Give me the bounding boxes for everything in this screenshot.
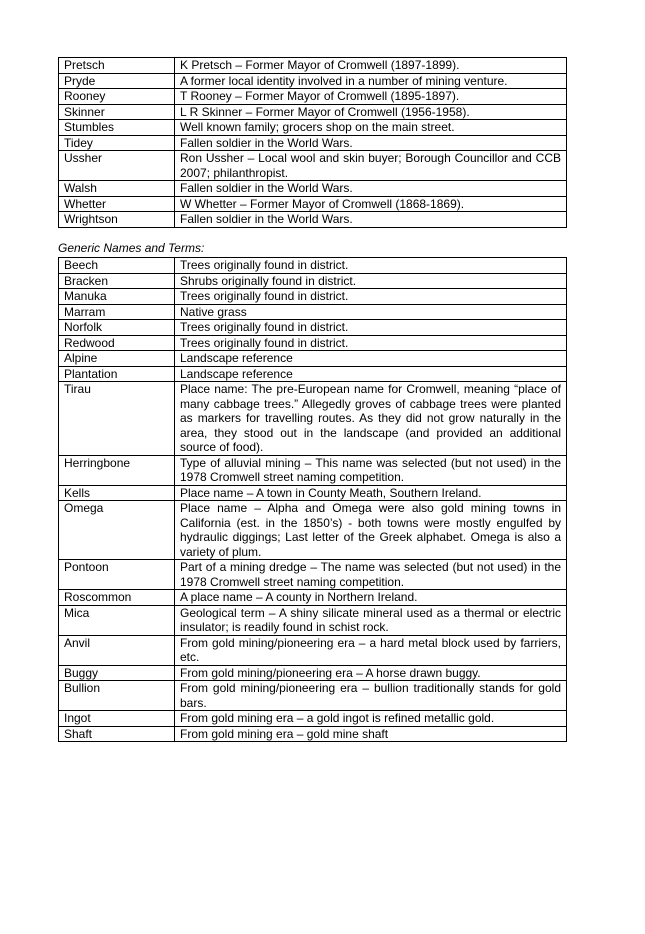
section-heading: Generic Names and Terms:: [58, 241, 205, 255]
name-cell: Herringbone: [59, 455, 175, 485]
description-cell: Fallen soldier in the World Wars.: [175, 181, 567, 197]
name-cell: Tirau: [59, 382, 175, 456]
description-cell: L R Skinner – Former Mayor of Cromwell (1956-1958).: [175, 104, 567, 120]
table-row: [59, 73, 567, 89]
name-cell: Kells: [59, 485, 175, 501]
description-cell: From gold mining/pioneering era – A horse drawn buggy.: [175, 665, 567, 681]
table-row: [59, 196, 567, 212]
table-row: [59, 89, 567, 105]
name-cell: Rooney: [59, 89, 175, 105]
description-cell: Type of alluvial mining – This name was selected (but not used) in the 1978 Cromwell street naming competition.: [175, 455, 567, 485]
description-cell: Geological term – A shiny silicate mineral used as a thermal or electric insulator; is readily found in schist rock.: [175, 605, 567, 635]
table-row: [59, 120, 567, 136]
table-row: [59, 104, 567, 120]
table-row: [59, 366, 567, 382]
generic-names-table: [58, 257, 567, 742]
name-cell: Mica: [59, 605, 175, 635]
description-cell: T Rooney – Former Mayor of Cromwell (1895-1897).: [175, 89, 567, 105]
table-row: [59, 711, 567, 727]
name-cell: Shaft: [59, 726, 175, 742]
name-cell: Stumbles: [59, 120, 175, 136]
description-cell: From gold mining/pioneering era – a hard metal block used by farriers, etc.: [175, 635, 567, 665]
name-cell: Norfolk: [59, 320, 175, 336]
description-cell: Place name: The pre-European name for Cromwell, meaning “place of many cabbage trees.” Allegedly groves of cabbage trees were planted as markers for travelling routes. As they did not grow naturally in the area, they stood out in the landscape (and provided an additional source of food).: [175, 382, 567, 456]
table-row: [59, 681, 567, 711]
description-cell: Trees originally found in district.: [175, 258, 567, 274]
name-cell: Beech: [59, 258, 175, 274]
table-row: [59, 304, 567, 320]
description-cell: A former local identity involved in a number of mining venture.: [175, 73, 567, 89]
name-cell: Pontoon: [59, 560, 175, 590]
name-cell: Alpine: [59, 351, 175, 367]
table-row: [59, 335, 567, 351]
table-row: [59, 560, 567, 590]
name-cell: Tidey: [59, 135, 175, 151]
name-cell: Pretsch: [59, 58, 175, 74]
table-row: [59, 58, 567, 74]
description-cell: Part of a mining dredge – The name was selected (but not used) in the 1978 Cromwell street naming competition.: [175, 560, 567, 590]
name-cell: Roscommon: [59, 590, 175, 606]
description-cell: From gold mining/pioneering era – bullion traditionally stands for gold bars.: [175, 681, 567, 711]
name-cell: Manuka: [59, 289, 175, 305]
description-cell: From gold mining era – gold mine shaft: [175, 726, 567, 742]
description-cell: Ron Ussher – Local wool and skin buyer; Borough Councillor and CCB 2007; philanthropist.: [175, 151, 567, 181]
description-cell: W Whetter – Former Mayor of Cromwell (1868-1869).: [175, 196, 567, 212]
name-cell: Buggy: [59, 665, 175, 681]
name-cell: Ingot: [59, 711, 175, 727]
name-cell: Skinner: [59, 104, 175, 120]
table-row: [59, 181, 567, 197]
name-cell: Ussher: [59, 151, 175, 181]
name-cell: Plantation: [59, 366, 175, 382]
name-cell: Anvil: [59, 635, 175, 665]
table-row: [59, 135, 567, 151]
description-cell: Well known family; grocers shop on the main street.: [175, 120, 567, 136]
description-cell: Fallen soldier in the World Wars.: [175, 212, 567, 228]
name-cell: Pryde: [59, 73, 175, 89]
description-cell: Trees originally found in district.: [175, 335, 567, 351]
table-row: [59, 665, 567, 681]
table-row: [59, 726, 567, 742]
name-cell: Wrightson: [59, 212, 175, 228]
description-cell: From gold mining era – a gold ingot is refined metallic gold.: [175, 711, 567, 727]
name-cell: Marram: [59, 304, 175, 320]
table-row: [59, 289, 567, 305]
table-row: [59, 501, 567, 560]
name-cell: Whetter: [59, 196, 175, 212]
table-row: [59, 212, 567, 228]
table-row: [59, 455, 567, 485]
table-row: [59, 273, 567, 289]
table-row: [59, 320, 567, 336]
name-cell: Omega: [59, 501, 175, 560]
description-cell: Trees originally found in district.: [175, 289, 567, 305]
table-row: [59, 635, 567, 665]
table-row: [59, 382, 567, 456]
description-cell: A place name – A county in Northern Ireland.: [175, 590, 567, 606]
generic-names-table-body: [59, 258, 567, 742]
table-row: [59, 590, 567, 606]
name-cell: Redwood: [59, 335, 175, 351]
name-cell: Walsh: [59, 181, 175, 197]
table-row: [59, 485, 567, 501]
names-table-1-body: [59, 58, 567, 228]
name-cell: Bracken: [59, 273, 175, 289]
description-cell: Native grass: [175, 304, 567, 320]
description-cell: Landscape reference: [175, 366, 567, 382]
description-cell: Landscape reference: [175, 351, 567, 367]
name-cell: Bullion: [59, 681, 175, 711]
names-table-1: [58, 57, 567, 228]
table-row: [59, 605, 567, 635]
description-cell: Place name – A town in County Meath, Southern Ireland.: [175, 485, 567, 501]
description-cell: Fallen soldier in the World Wars.: [175, 135, 567, 151]
description-cell: Shrubs originally found in district.: [175, 273, 567, 289]
description-cell: Trees originally found in district.: [175, 320, 567, 336]
table-row: [59, 258, 567, 274]
description-cell: Place name – Alpha and Omega were also gold mining towns in California (est. in the 1850’s) - both towns were mostly engulfed by hydraulic diggings; Last letter of the Greek alphabet. Omega is also a variety of plum.: [175, 501, 567, 560]
description-cell: K Pretsch – Former Mayor of Cromwell (1897-1899).: [175, 58, 567, 74]
table-row: [59, 151, 567, 181]
table-row: [59, 351, 567, 367]
